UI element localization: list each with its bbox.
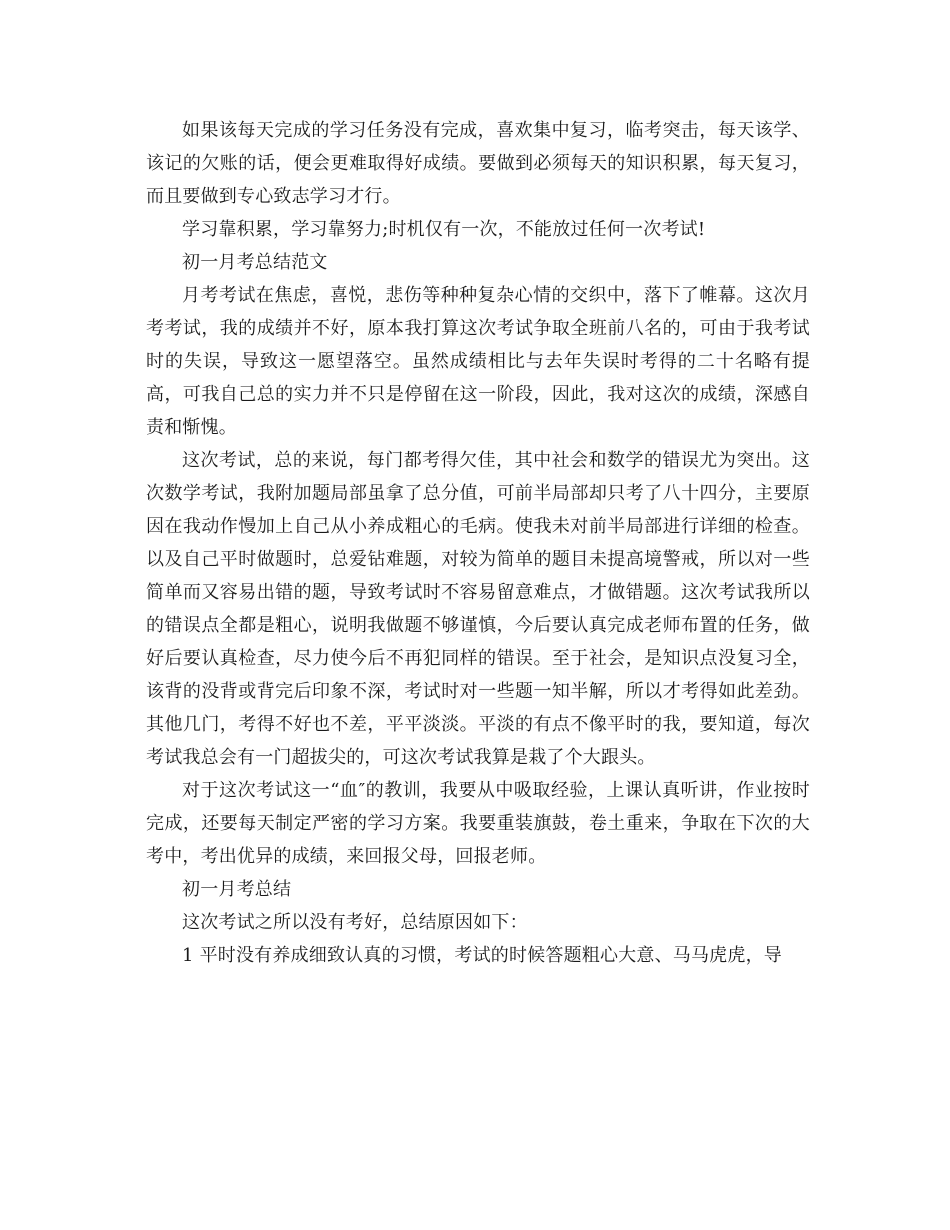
paragraph-daily-study: 如果该每天完成的学习任务没有完成，喜欢集中复习，临考突击，每天该学、该记的欠账的话，便会更难取得好成绩。要做到必须每天的知识积累，每天复习，而且要做到专心致志学习才行。 (146, 120, 810, 207)
paragraph-reasons-intro: 这次考试之所以没有考好，总结原因如下： (182, 912, 528, 933)
paragraph-lesson-learned: 对于这次考试这一“血″的教训，我要从中吸取经验，上课认真听讲，作业按时完成，还要每天制定严密的学习方案。我要重装旗鼓，卷土重来，争取在下次的大考中，考出优异的成绩，来回报父母，回报老师。 (146, 780, 810, 867)
section-heading-sample-essay: 初一月考总结范文 (182, 252, 328, 273)
paragraph-reason-1: 1 平时没有养成细致认真的习惯，考试的时候答题粗心大意、马马虎虎，导 (182, 945, 782, 966)
paragraph-exam-intro: 月考考试在焦虑，喜悦，悲伤等种种复杂心情的交织中，落下了帷幕。这次月考考试，我的成绩并不好，原本我打算这次考试争取全班前八名的，可由于我考试时的失误，导致这一愿望落空。虽然成绩相比与去年失误时考得的二十名略有提高，可我自己总的实力并不只是停留在这一阶段，因此，我对这次的成绩，深感自责和惭愧。 (146, 285, 810, 438)
paragraph-exam-analysis: 这次考试，总的来说，每门都考得欠佳，其中社会和数学的错误尤为突出。这次数学考试，我附加题局部虽拿了总分值，可前半局部却只考了八十四分，主要原因在我动作慢加上自己从小养成粗心的毛病。使我未对前半局部进行详细的检查。以及自己平时做题时，总爱钻难题，对较为简单的题目未提高境警戒，所以对一些简单而又容易出错的题，导致考试时不容易留意难点，才做错题。这次考试我所以的错误点全都是粗心，说明我做题不够谨慎，今后要认真完成老师布置的任务，做好后要认真检查，尽力使今后不再犯同样的错误。至于社会，是知识点没复习全，该背的没背或背完后印象不深，考试时对一些题一知半解，所以才考得如此差劲。其他几门，考得不好也不差，平平淡淡。平淡的有点不像平时的我，要知道，每次考试我总会有一门超拔尖的，可这次考试我算是栽了个大跟头。 (146, 450, 810, 768)
section-heading-summary: 初一月考总结 (182, 879, 292, 900)
document-body (146, 114, 810, 972)
paragraph-study-motto: 学习靠积累，学习靠努力;时机仅有一次，不能放过任何一次考试! (182, 219, 706, 240)
